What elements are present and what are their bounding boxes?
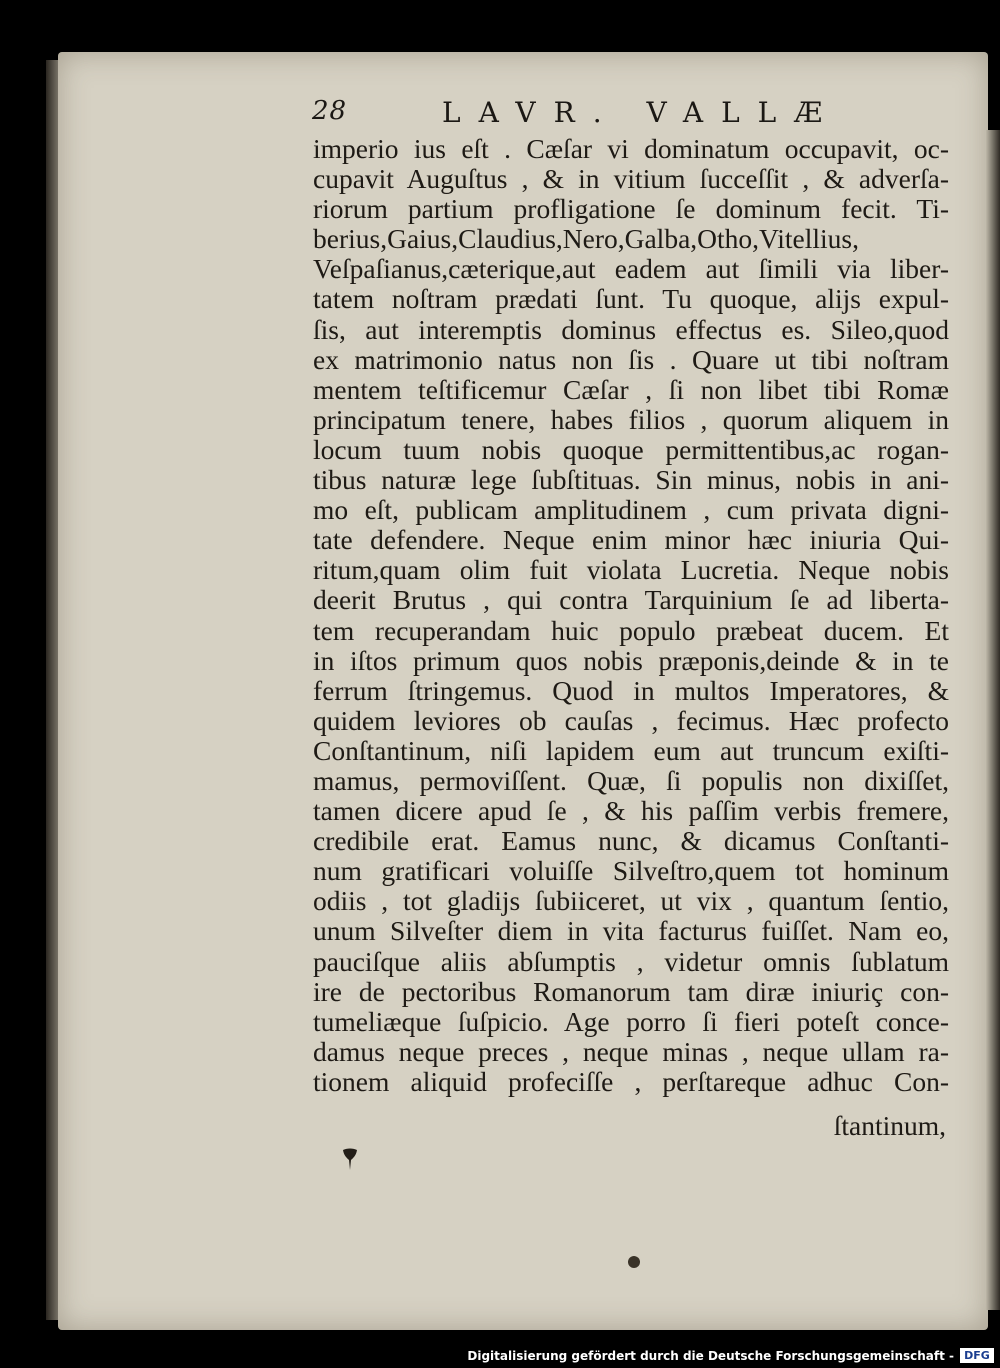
running-head: LAVR. VALLÆ	[442, 96, 841, 129]
text-line: unum Silveſter diem in vita facturus fuiſſet. Nam eo,	[313, 916, 949, 947]
text-line: ferrum ſtringemus. Quod in multos Imperatores, &	[313, 675, 949, 706]
text-line: imperio ius eſt . Cæſar vi dominatum occupavit, oc-	[313, 134, 949, 164]
text-line: odiis , tot gladijs ſubiiceret, ut vix , quantum ſentio,	[313, 886, 949, 917]
dfg-logo: DFG	[960, 1348, 994, 1363]
text-line: Conſtantinum, niſi lapidem eum aut truncum exiſti-	[313, 735, 949, 766]
text-line: ex matrimonio natus non ſis . Quare ut tibi noſtram	[313, 344, 949, 375]
text-line: ire de pectoribus Romanorum tam diræ iniuriç con-	[313, 976, 949, 1007]
body-text	[313, 134, 949, 1097]
text-line: tionem aliquid profeciſſe , perſtareque adhuc Con-	[313, 1066, 949, 1097]
text-line: damus neque preces , neque minas , neque ullam ra-	[313, 1036, 949, 1067]
page-number: 28	[312, 96, 348, 126]
text-line: berius,Gaius,Claudius,Nero,Galba,Otho,Vitellius,	[313, 224, 859, 255]
digitization-credit: Digitalisierung gefördert durch die Deutsche Forschungsgemeinschaft -	[467, 1349, 954, 1363]
text-line: deerit Brutus , qui contra Tarquinium ſe ad liberta-	[313, 585, 949, 616]
text-line: tem recuperandam huic populo præbeat ducem. Et	[313, 615, 949, 646]
catchword: ſtantinum,	[833, 1110, 946, 1141]
footer-bar	[0, 1342, 1000, 1368]
text-line: pauciſque aliis abſumptis , videtur omnis ſublatum	[313, 946, 949, 977]
page-edge-right	[986, 130, 1000, 1310]
text-line: mo eſt, publicam amplitudinem , cum privata digni-	[313, 495, 949, 526]
text-line: mamus, permoviſſent. Quæ, ſi populis non dixiſſet,	[313, 765, 949, 796]
text-line: tate defendere. Neque enim minor hæc iniuria Qui-	[313, 525, 949, 556]
text-line: tumeliæque ſuſpicio. Age porro ſi fieri poteſt conce-	[313, 1006, 949, 1037]
page-header	[312, 96, 841, 136]
text-line: Veſpaſianus,cæterique,aut eadem aut ſimili via liber-	[313, 254, 949, 285]
printer-ornament-icon	[341, 1148, 359, 1172]
text-line: principatum tenere, habes filios , quorum aliquem in	[313, 404, 949, 435]
text-line: cupavit Auguſtus , & in vitium ſucceſſit , & adverſa-	[313, 164, 949, 195]
text-line: riorum partium profligatione ſe dominum fecit. Ti-	[313, 194, 949, 225]
text-line: in iſtos primum quos nobis præponis,deinde & in te	[313, 645, 949, 676]
text-line: ritum,quam olim fuit violata Lucretia. Neque nobis	[313, 555, 949, 586]
text-line: tibus naturæ lege ſubſtituas. Sin minus, nobis in ani-	[313, 465, 949, 496]
paper-stain	[628, 1256, 640, 1268]
text-line: mentem teſtificemur Cæſar , ſi non libet tibi Romæ	[313, 374, 949, 405]
text-line: ſis, aut interemptis dominus effectus es. Sileo,quod	[313, 314, 949, 345]
text-line: num gratificari voluiſſe Silveſtro,quem tot hominum	[313, 856, 949, 887]
text-line: tatem noſtram prædati ſunt. Tu quoque, alijs expul-	[313, 284, 949, 315]
text-line: quidem leviores ob cauſas , fecimus. Hæc profecto	[313, 705, 949, 736]
text-line: credibile erat. Eamus nunc, & dicamus Conſtanti-	[313, 826, 949, 857]
text-line: locum tuum nobis quoque permittentibus,ac rogan-	[313, 434, 949, 465]
text-line: tamen dicere apud ſe , & his paſſim verbis fremere,	[313, 796, 949, 827]
